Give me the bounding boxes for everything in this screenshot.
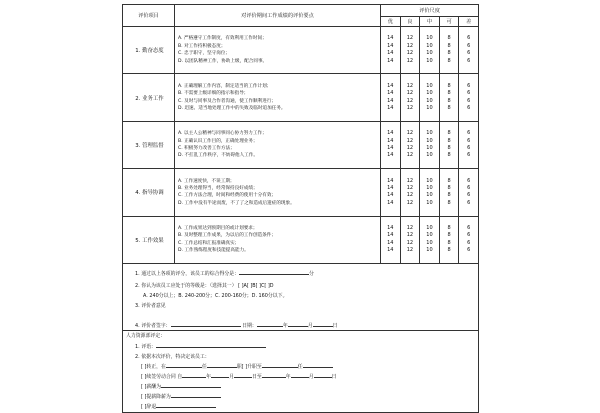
hr-comment: 1. 评语： bbox=[135, 343, 266, 350]
option-promotion: [ ]转正，在 任 职[ ]升职至 任 bbox=[141, 363, 333, 370]
criteria-list bbox=[175, 27, 381, 74]
score-option[interactable]: 6 bbox=[467, 184, 471, 191]
score-column bbox=[439, 121, 459, 168]
score-column bbox=[420, 169, 440, 216]
score-option[interactable]: 8 bbox=[447, 50, 451, 57]
score-column bbox=[439, 169, 459, 216]
score-option[interactable]: 6 bbox=[467, 239, 471, 246]
section-label: 4. 指导协调 bbox=[123, 169, 175, 216]
criteria-list bbox=[175, 74, 381, 121]
score-option[interactable]: 6 bbox=[467, 90, 471, 97]
footer-divider bbox=[123, 330, 478, 331]
sections-body bbox=[123, 27, 479, 264]
score-column bbox=[400, 169, 420, 216]
score-option[interactable]: 6 bbox=[467, 104, 471, 111]
criterion: B. 业务处理得当，经常保持良好成绩； bbox=[178, 185, 258, 191]
score-option[interactable]: 10 bbox=[426, 239, 433, 246]
score-column bbox=[459, 74, 479, 121]
scale-label: 可 bbox=[439, 17, 459, 27]
score-option[interactable]: 8 bbox=[447, 130, 451, 137]
score-option[interactable]: 8 bbox=[447, 90, 451, 97]
score-option[interactable]: 6 bbox=[467, 199, 471, 206]
blank[interactable] bbox=[262, 373, 286, 378]
criterion: A. 严格遵守工作制度，有效利用工作时间； bbox=[178, 36, 267, 42]
score-option[interactable]: 8 bbox=[447, 152, 451, 159]
criterion: C. 积极努力改善工作方法； bbox=[178, 145, 235, 151]
section-label: 5. 工作效果 bbox=[123, 216, 175, 263]
score-option[interactable]: 12 bbox=[406, 152, 414, 159]
score-option[interactable]: 10 bbox=[426, 104, 433, 111]
score-option[interactable]: 8 bbox=[447, 137, 451, 144]
score-column bbox=[459, 169, 479, 216]
blank[interactable] bbox=[211, 373, 229, 378]
blank[interactable] bbox=[156, 403, 216, 408]
hr-decision: 2. 依据本次评价，特决定该员工： bbox=[135, 353, 210, 360]
score-option[interactable]: 14 bbox=[387, 224, 394, 231]
score-option[interactable]: 10 bbox=[426, 247, 433, 254]
score-option[interactable]: 8 bbox=[447, 42, 451, 49]
score-option[interactable]: 10 bbox=[426, 35, 433, 42]
score-option[interactable]: 8 bbox=[447, 104, 451, 111]
score-option[interactable]: 14 bbox=[387, 42, 394, 49]
score-column bbox=[420, 216, 440, 263]
score-option[interactable]: 8 bbox=[447, 232, 451, 239]
criteria-list bbox=[175, 169, 381, 216]
score-blank[interactable] bbox=[239, 270, 309, 275]
score-option[interactable]: 12 bbox=[406, 42, 414, 49]
blank[interactable] bbox=[182, 373, 206, 378]
score-option[interactable]: 6 bbox=[467, 97, 471, 104]
hr-review-title: 人力资源部评定： bbox=[126, 332, 166, 339]
score-option[interactable]: 8 bbox=[447, 247, 451, 254]
criterion: B. 及时整理工作成果，为以后的工作创造条件； bbox=[178, 233, 276, 239]
month-blank[interactable] bbox=[288, 322, 308, 327]
score-column bbox=[381, 169, 401, 216]
score-option[interactable]: 10 bbox=[426, 232, 433, 239]
evaluation-table bbox=[122, 4, 479, 264]
criteria-list bbox=[175, 216, 381, 263]
score-option[interactable]: 6 bbox=[467, 232, 471, 239]
score-option[interactable]: 14 bbox=[387, 184, 394, 191]
score-option[interactable]: 14 bbox=[387, 130, 394, 137]
day-blank[interactable] bbox=[313, 322, 333, 327]
blank[interactable] bbox=[291, 373, 309, 378]
score-option[interactable]: 6 bbox=[467, 152, 471, 159]
score-option[interactable]: 14 bbox=[387, 57, 394, 64]
option-salary: [ ]薪酬为 bbox=[141, 383, 221, 390]
score-option[interactable]: 12 bbox=[406, 239, 414, 246]
header-item: 评价项目 bbox=[123, 5, 175, 27]
score-option[interactable]: 6 bbox=[467, 177, 471, 184]
score-option[interactable]: 8 bbox=[447, 199, 451, 206]
criterion: D. 工作中没有半途而废，不了了之和造成后遗症的现象。 bbox=[178, 200, 295, 206]
section-row bbox=[123, 27, 479, 74]
header-points: 对评价期间工作成绩的评价要点 bbox=[175, 5, 381, 27]
score-option[interactable]: 10 bbox=[426, 97, 433, 104]
score-option[interactable]: 6 bbox=[467, 137, 471, 144]
blank[interactable] bbox=[207, 363, 237, 368]
score-option[interactable]: 8 bbox=[447, 57, 451, 64]
scale-label: 良 bbox=[400, 17, 420, 27]
score-option[interactable]: 8 bbox=[447, 97, 451, 104]
score-option[interactable]: 10 bbox=[426, 184, 433, 191]
score-option[interactable]: 14 bbox=[387, 177, 394, 184]
score-option[interactable]: 14 bbox=[387, 247, 394, 254]
score-option[interactable]: 12 bbox=[406, 224, 414, 231]
score-option[interactable]: 12 bbox=[406, 130, 414, 137]
footer-q3: 3. 评价者意见 bbox=[135, 302, 166, 309]
score-option[interactable]: 12 bbox=[406, 144, 414, 151]
score-option[interactable]: 10 bbox=[426, 90, 433, 97]
score-option[interactable]: 10 bbox=[426, 137, 433, 144]
score-option[interactable]: 10 bbox=[426, 224, 433, 231]
score-option[interactable]: 12 bbox=[406, 57, 414, 64]
score-option[interactable]: 12 bbox=[406, 50, 414, 57]
score-option[interactable]: 8 bbox=[447, 177, 451, 184]
score-option[interactable]: 8 bbox=[447, 184, 451, 191]
score-option[interactable]: 14 bbox=[387, 232, 394, 239]
section-row bbox=[123, 74, 479, 121]
option-contract: [ ]续签劳动合同 自 年 月 日至 年 月 日 bbox=[141, 373, 337, 380]
score-column bbox=[400, 216, 420, 263]
blank[interactable] bbox=[161, 383, 221, 388]
score-option[interactable]: 10 bbox=[426, 130, 433, 137]
score-column bbox=[420, 121, 440, 168]
footer-q2-ranges: A. 240分以上；B. 240-200分；C. 200-160分；D. 160分以下。 bbox=[143, 292, 288, 299]
score-option[interactable]: 12 bbox=[406, 177, 414, 184]
scale-label: 优 bbox=[381, 17, 401, 27]
criterion: D. 不扛乱工作秩序，不妨碍他人工作。 bbox=[178, 153, 258, 159]
criterion: C. 工作方法合理，时间和经费的使用十分有效； bbox=[178, 193, 277, 199]
criterion: B. 正确认识工作目的，正确处理业务； bbox=[178, 138, 258, 144]
score-column bbox=[381, 216, 401, 263]
score-column bbox=[400, 74, 420, 121]
score-option[interactable]: 14 bbox=[387, 239, 394, 246]
score-option[interactable]: 8 bbox=[447, 82, 451, 89]
score-option[interactable]: 14 bbox=[387, 199, 394, 206]
score-option[interactable]: 14 bbox=[387, 97, 394, 104]
criterion: C. 工作总结和汇报准确真实； bbox=[178, 240, 240, 246]
section-label: 1. 勤奋态度 bbox=[123, 27, 175, 74]
score-option[interactable]: 8 bbox=[447, 144, 451, 151]
score-option[interactable]: 12 bbox=[406, 199, 414, 206]
score-option[interactable]: 12 bbox=[406, 82, 414, 89]
score-option[interactable]: 10 bbox=[426, 152, 433, 159]
blank[interactable] bbox=[234, 373, 252, 378]
score-option[interactable]: 8 bbox=[447, 239, 451, 246]
footer-q1: 1. 通过以上各项的评分，该员工的综合得分是： 分 bbox=[135, 270, 314, 277]
score-option[interactable]: 12 bbox=[406, 184, 414, 191]
section-row bbox=[123, 216, 479, 263]
score-column bbox=[381, 74, 401, 121]
score-option[interactable]: 10 bbox=[426, 199, 433, 206]
score-option[interactable]: 14 bbox=[387, 104, 394, 111]
score-option[interactable]: 12 bbox=[406, 137, 414, 144]
section-label: 3. 管理监督 bbox=[123, 121, 175, 168]
score-option[interactable]: 14 bbox=[387, 90, 394, 97]
score-column bbox=[459, 121, 479, 168]
comment-blank[interactable] bbox=[156, 343, 266, 348]
score-option[interactable]: 14 bbox=[387, 152, 394, 159]
score-option[interactable]: 12 bbox=[406, 104, 414, 111]
score-column bbox=[439, 27, 459, 74]
score-option[interactable]: 10 bbox=[426, 144, 433, 151]
option-salary-change: [ ]提薪降薪为 bbox=[141, 393, 221, 400]
score-option[interactable]: 14 bbox=[387, 137, 394, 144]
header-scale: 评价尺度 bbox=[381, 5, 479, 17]
evaluation-form bbox=[122, 4, 478, 410]
scale-label: 差 bbox=[459, 17, 479, 27]
footer-q2: 2. 你认为该员工应处于的等级是：（选择其一） [ ]A[ ]B[ ]C[ ]D bbox=[135, 282, 274, 289]
score-column bbox=[439, 216, 459, 263]
blank[interactable] bbox=[166, 363, 202, 368]
score-option[interactable]: 8 bbox=[447, 224, 451, 231]
score-option[interactable]: 12 bbox=[406, 35, 414, 42]
score-column bbox=[381, 121, 401, 168]
option-dismiss: [ ]辞退 bbox=[141, 403, 216, 410]
criterion: A. 工作成果达到预期目的或计划要求； bbox=[178, 225, 258, 231]
score-option[interactable]: 12 bbox=[406, 90, 414, 97]
criterion: C. 忠于职守，坚守岗位； bbox=[178, 51, 231, 57]
score-option[interactable]: 6 bbox=[467, 224, 471, 231]
blank[interactable] bbox=[303, 363, 333, 368]
score-option[interactable]: 6 bbox=[467, 35, 471, 42]
score-option[interactable]: 12 bbox=[406, 247, 414, 254]
criterion: D. 工作熟练程度和技能提高能力。 bbox=[178, 248, 249, 254]
footer-section bbox=[122, 264, 479, 413]
section-label: 2. 业务工作 bbox=[123, 74, 175, 121]
score-option[interactable]: 10 bbox=[426, 42, 433, 49]
score-option[interactable]: 8 bbox=[447, 192, 451, 199]
criterion: A. 工作速度快，不误工期； bbox=[178, 178, 235, 184]
criterion: B. 不需要上级详细的指示和指导； bbox=[178, 91, 249, 97]
score-option[interactable]: 6 bbox=[467, 50, 471, 57]
score-option[interactable]: 14 bbox=[387, 35, 394, 42]
score-option[interactable]: 12 bbox=[406, 97, 414, 104]
score-option[interactable]: 14 bbox=[387, 50, 394, 57]
criterion: D. 以团队精神工作，协助上级，配合同事。 bbox=[178, 58, 268, 64]
score-option[interactable]: 6 bbox=[467, 42, 471, 49]
score-option[interactable]: 10 bbox=[426, 82, 433, 89]
score-option[interactable]: 12 bbox=[406, 232, 414, 239]
year-blank[interactable] bbox=[257, 322, 283, 327]
score-column bbox=[420, 74, 440, 121]
score-option[interactable]: 10 bbox=[426, 57, 433, 64]
criterion: D. 迅速、适当地处理工作中的失败及临时追加任务。 bbox=[178, 105, 286, 111]
blank[interactable] bbox=[171, 393, 221, 398]
score-column bbox=[459, 216, 479, 263]
section-row bbox=[123, 169, 479, 216]
score-column bbox=[400, 121, 420, 168]
score-option[interactable]: 6 bbox=[467, 57, 471, 64]
blank[interactable] bbox=[314, 373, 332, 378]
score-option[interactable]: 14 bbox=[387, 82, 394, 89]
score-option[interactable]: 6 bbox=[467, 192, 471, 199]
score-option[interactable]: 6 bbox=[467, 130, 471, 137]
score-column bbox=[381, 27, 401, 74]
criterion: A. 以主人公精神与同事同心协力努力工作； bbox=[178, 131, 267, 137]
footer-q4: 4. 评价者签字： 日期： 年 月 日 bbox=[135, 322, 338, 329]
score-option[interactable]: 10 bbox=[426, 192, 433, 199]
criterion: C. 及时与同事及合作者沟通，使工作顺利进行； bbox=[178, 98, 277, 104]
score-option[interactable]: 6 bbox=[467, 82, 471, 89]
section-row bbox=[123, 121, 479, 168]
score-column bbox=[420, 27, 440, 74]
score-option[interactable]: 8 bbox=[447, 35, 451, 42]
scale-label: 中 bbox=[420, 17, 440, 27]
criterion: A. 正确理解工作内容，制定适当的工作计划； bbox=[178, 83, 272, 89]
score-column bbox=[400, 27, 420, 74]
score-option[interactable]: 6 bbox=[467, 247, 471, 254]
score-option[interactable]: 14 bbox=[387, 192, 394, 199]
criteria-list bbox=[175, 121, 381, 168]
score-option[interactable]: 10 bbox=[426, 50, 433, 57]
score-option[interactable]: 6 bbox=[467, 144, 471, 151]
score-column bbox=[439, 74, 459, 121]
score-column bbox=[459, 27, 479, 74]
score-option[interactable]: 12 bbox=[406, 192, 414, 199]
score-option[interactable]: 10 bbox=[426, 177, 433, 184]
blank[interactable] bbox=[262, 363, 298, 368]
criterion: B. 对工作持积极态度； bbox=[178, 43, 226, 49]
score-option[interactable]: 14 bbox=[387, 144, 394, 151]
signature-blank[interactable] bbox=[171, 322, 241, 327]
